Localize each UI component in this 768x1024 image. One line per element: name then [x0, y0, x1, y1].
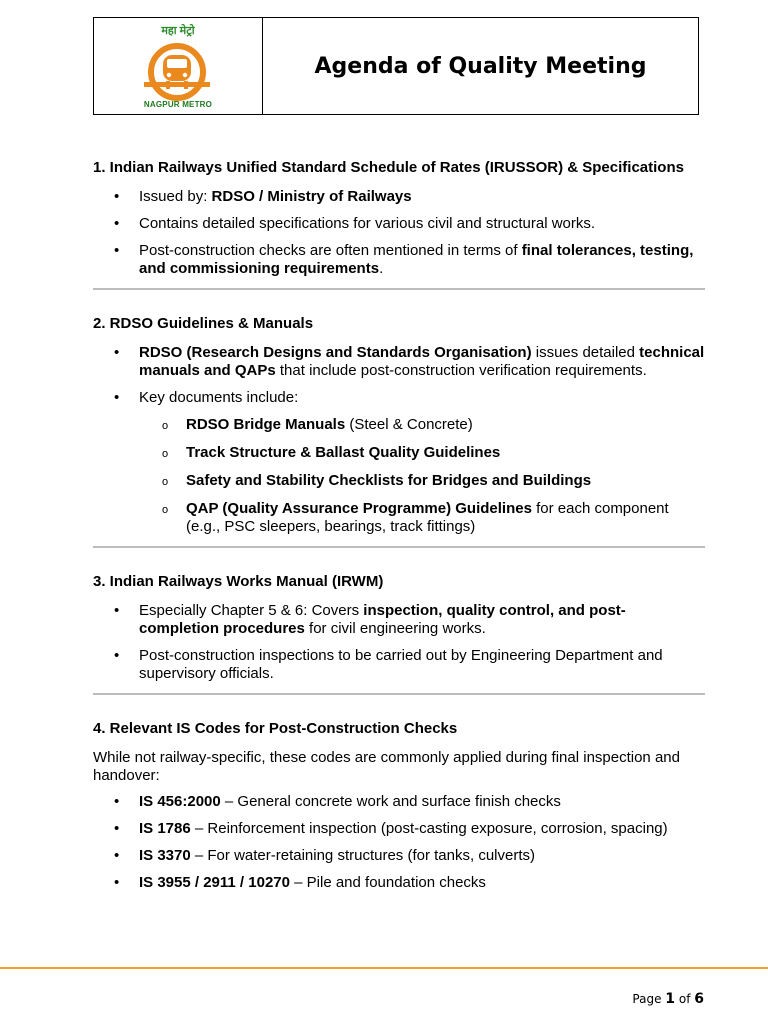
bold-text: final tolerances, testing, and commissioning requirements: [139, 242, 694, 277]
footer-divider: [0, 967, 768, 969]
sub-list: [139, 416, 705, 536]
section-3-title: 3. Indian Railways Works Manual (IRWM): [93, 573, 384, 590]
page-current: 1: [665, 991, 676, 1007]
list-item: [93, 188, 705, 206]
bold-text: RDSO (Research Designs and Standards Organisation): [139, 344, 532, 361]
bold-text: RDSO / Ministry of Railways: [211, 188, 412, 205]
text: issues detailed: [531, 344, 640, 361]
section-4-title: 4. Relevant IS Codes for Post-Construction Checks: [93, 720, 458, 737]
sub-list-item: [139, 416, 705, 434]
section-divider: [93, 288, 705, 290]
sub-list-item: [139, 500, 705, 536]
bold-text: RDSO Bridge Manuals: [186, 416, 346, 433]
list-item: [93, 215, 705, 233]
document-body: [93, 158, 705, 901]
list-item: [93, 344, 705, 380]
text: – For water-retaining structures (for tanks, culverts): [190, 847, 535, 864]
list-item: [93, 847, 705, 865]
list-item: [93, 602, 705, 638]
text: (Steel & Concrete): [345, 416, 473, 433]
text: Key documents include:: [139, 389, 299, 406]
section-3-list: [93, 602, 705, 683]
text: – Reinforcement inspection (post-casting exposure, corrosion, spacing): [190, 820, 668, 837]
bold-text: technical manuals and QAPs: [139, 344, 705, 379]
list-item: [93, 820, 705, 838]
section-1-title: 1. Indian Railways Unified Standard Schedule of Rates (IRUSSOR) & Specifications: [93, 159, 684, 176]
section-2-title: 2. RDSO Guidelines & Manuals: [93, 315, 314, 332]
text: that include post-construction verification requirements.: [275, 362, 647, 379]
text: for civil engineering works.: [304, 620, 486, 637]
list-item: [93, 242, 705, 278]
bold-text: IS 3955 / 2911 / 10270: [139, 874, 290, 891]
header-table: [93, 17, 699, 115]
logo-cell: [94, 18, 263, 114]
bold-text: Track Structure & Ballast Quality Guidelines: [186, 444, 501, 461]
bold-text: QAP (Quality Assurance Programme) Guidelines: [186, 500, 532, 517]
page-total: 6: [694, 991, 704, 1007]
text: Post-construction inspections to be carried out by Engineering Department and supervisory officials.: [139, 647, 663, 682]
document-title: Agenda of Quality Meeting: [314, 53, 647, 79]
title-cell: [263, 18, 698, 114]
sub-list-item: [139, 444, 705, 462]
text: – Pile and foundation checks: [289, 874, 486, 891]
page-of: of: [675, 992, 695, 1006]
section-4-list: [93, 793, 705, 892]
text: for each component (e.g., PSC sleepers, bearings, track fittings): [186, 500, 669, 535]
section-2-list: [93, 344, 705, 536]
text: – General concrete work and surface finish checks: [220, 793, 561, 810]
logo-bottom-text: NAGPUR METRO: [143, 100, 213, 109]
list-item: [93, 389, 705, 536]
sub-list-item: [139, 472, 705, 490]
text: Especially Chapter 5 & 6: Covers: [139, 602, 364, 619]
bold-text: IS 1786: [139, 820, 191, 837]
metro-logo-icon: [138, 42, 216, 102]
text: Post-construction checks are often mentioned in terms of: [139, 242, 522, 259]
text: Issued by:: [139, 188, 212, 205]
bold-text: IS 456:2000: [139, 793, 221, 810]
page-number: [632, 991, 704, 1007]
logo-top-text: महा मेट्रो: [161, 25, 195, 37]
section-4-intro: While not railway-specific, these codes are commonly applied during final inspection and handover:: [93, 749, 680, 784]
list-item: [93, 793, 705, 811]
bold-text: Safety and Stability Checklists for Bridges and Buildings: [186, 472, 592, 489]
bold-text: IS 3370: [139, 847, 191, 864]
list-item: [93, 874, 705, 892]
bold-text: inspection, quality control, and post-completion procedures: [139, 602, 626, 637]
list-item: [93, 647, 705, 683]
section-divider: [93, 546, 705, 548]
section-1-list: [93, 188, 705, 278]
page-label: Page: [632, 992, 666, 1006]
section-divider: [93, 693, 705, 695]
text: .: [379, 260, 384, 277]
text: Contains detailed specifications for various civil and structural works.: [139, 215, 596, 232]
